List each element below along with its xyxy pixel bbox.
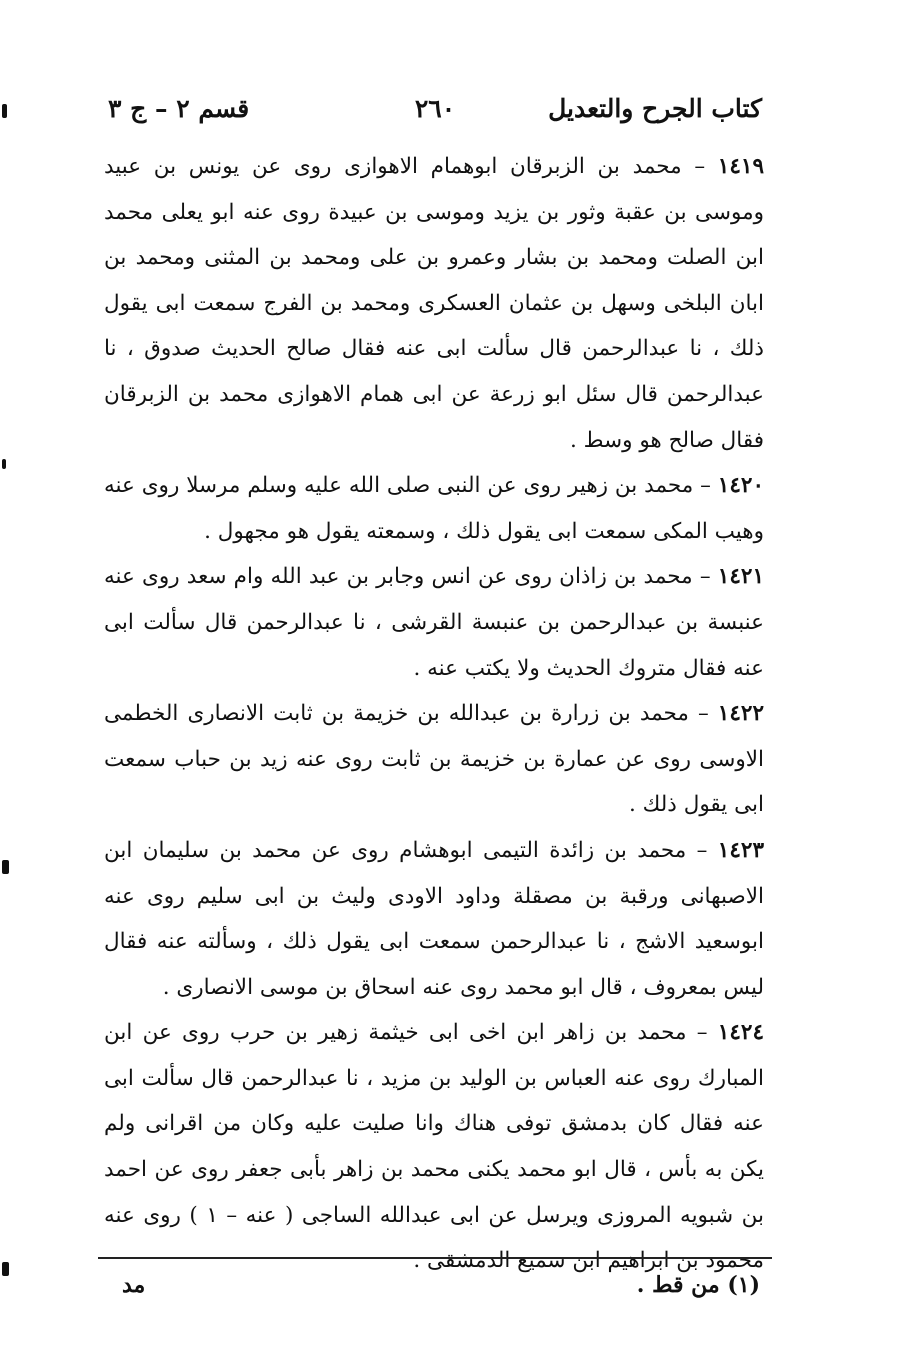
entry-number: ١٤٢٣ bbox=[717, 837, 764, 863]
entry-1423 bbox=[104, 828, 764, 1010]
entry-1420 bbox=[104, 463, 764, 554]
entry-number: ١٤٢٤ bbox=[717, 1020, 764, 1046]
page-header bbox=[108, 94, 762, 134]
entry-number: ١٤١٩ bbox=[717, 154, 764, 179]
scan-margin-mark bbox=[2, 860, 9, 874]
entry-number: ١٤٢١ bbox=[717, 564, 764, 590]
entry-1424 bbox=[104, 1010, 764, 1284]
main-text bbox=[104, 144, 764, 1284]
entry-text: – محمد بن زاذان روى عن انس وجابر بن عبد الله وام سعد روى عنه عنبسة بن عبدالرحمن بن عنبسة القرشى ، نا عبدالرحمن قال سألت ابى عنه فقال متروك الحديث ولا يكتب عنه . bbox=[104, 564, 764, 681]
entry-1419 bbox=[104, 144, 764, 463]
entry-text: – محمد بن زرارة بن عبدالله بن خزيمة بن ثابت الانصارى الخطمى الاوسى روى عن عمارة بن خزيمة بن ثابت روى عنه زيد بن حباب سمعت ابى يقول ذلك . bbox=[104, 701, 764, 818]
entry-text: – محمد بن الزبرقان ابوهمام الاهوازى روى عن يونس بن عبيد وموسى بن عقبة وثور بن يزيد وموسى بن عبيدة روى عنه ابو يعلى محمد ابن الصلت ومحمد بن بشار وعمرو بن على ومحمد بن المثنى ومحمد بن ابان البلخى وسهل بن عثمان العسكرى ومحمد بن الفرج سمعت ابى يقول ذلك ، نا عبدالرحمن قال سألت ابى عنه فقال صالح الحديث صدوق ، نا عبدالرحمن قال سئل ابو زرعة عن ابى همام الاهوازى محمد بن الزبرقان فقال صالح هو وسط . bbox=[104, 154, 764, 453]
section-volume: قسم ٢ – ج ٣ bbox=[108, 94, 250, 123]
footer-catchword: مد bbox=[122, 1272, 146, 1298]
scan-margin-mark bbox=[2, 104, 7, 118]
book-title: كتاب الجرح والتعديل bbox=[548, 94, 762, 123]
entry-1422 bbox=[104, 691, 764, 828]
entry-text: – محمد بن زهير روى عن النبى صلى الله عليه وسلم مرسلا روى عنه وهيب المكى سمعت ابى يقول ذلك ، وسمعته يقول هو مجهول . bbox=[104, 473, 764, 544]
entry-text: – محمد بن زاهر ابن اخى ابى خيثمة زهير بن حرب روى عن ابن المبارك روى عنه العباس بن الوليد بن مزيد ، نا عبدالرحمن قال سألت ابى عنه فقال كان بدمشق توفى هناك وانا صليت عليه وكان من اقرانى ولم يكن به بأس ، قال ابو محمد يكنى محمد بن زاهر بأبى جعفر روى عن احمد بن شبويه المروزى ويرسل عن ابى عبدالله الساجى ( عنه – ١ ) روى عنه محمود بن ابراهيم ابن سميع الدمشقى . bbox=[104, 1020, 765, 1274]
entry-1421 bbox=[104, 554, 764, 691]
page-number: ٢٦٠ bbox=[414, 94, 456, 123]
entry-number: ١٤٢٢ bbox=[717, 701, 764, 727]
footnote-divider bbox=[98, 1257, 772, 1259]
entry-number: ١٤٢٠ bbox=[717, 473, 764, 499]
scan-margin-mark bbox=[2, 459, 6, 469]
scan-margin-mark bbox=[2, 1262, 9, 1276]
entry-text: – محمد بن زائدة التيمى ابوهشام روى عن محمد بن سليمان ابن الاصبهانى ورقبة بن مصقلة وداود الاودى وليث بن ابى سليم روى عنه ابوسعيد الاشج ، نا عبدالرحمن سمعت ابى يقول ذلك ، وسألته عنه فقال ليس بمعروف ، قال ابو محمد روى عنه اسحاق بن موسى الانصارى . bbox=[104, 837, 764, 1000]
footnote: (١) من قط . bbox=[636, 1272, 760, 1298]
